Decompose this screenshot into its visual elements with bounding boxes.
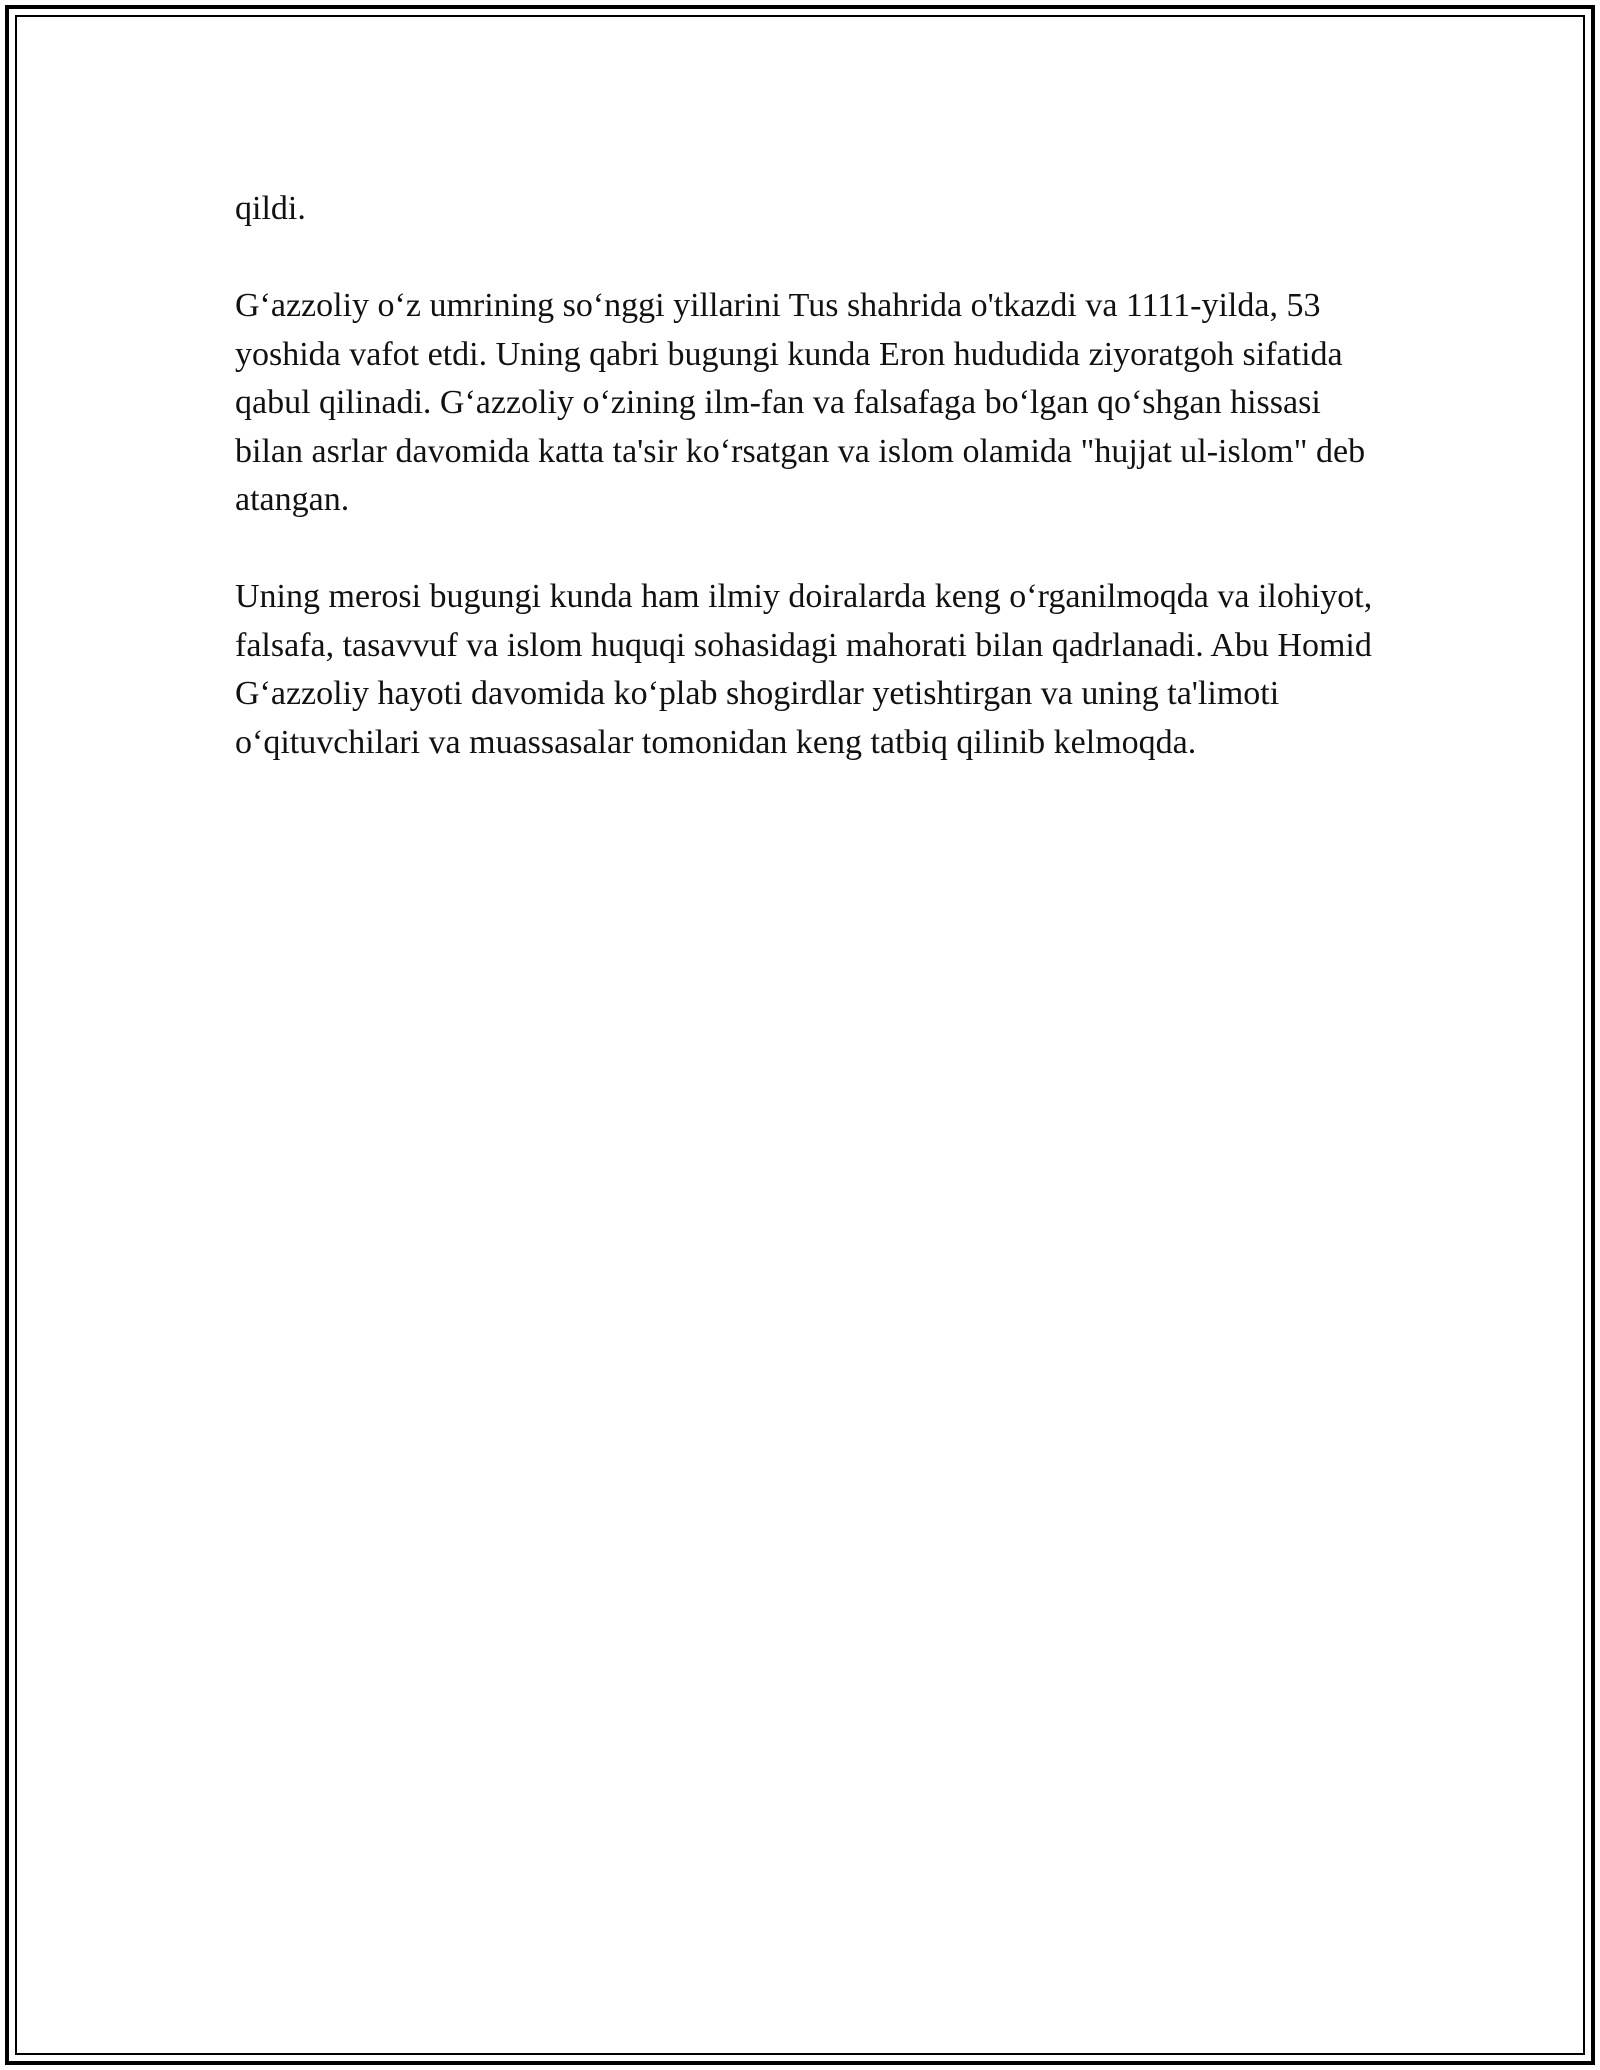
paragraph-legacy: Uning merosi bugungi kunda ham ilmiy doiralarda keng o‘rganilmoqda va ilohiyot, falsafa, tasavvuf va islom huquqi sohasidagi mahorati bilan qadrlanadi. Abu Homid G‘azzoliy hayoti davomida ko‘plab shogirdlar yetishtirgan va uning ta'limoti o‘qituvchilari va muassasalar tomonidan keng tatbiq qilinib kelmoqda. bbox=[235, 578, 1373, 761]
document-body bbox=[235, 185, 1385, 816]
paragraph-continuation: qildi. bbox=[235, 190, 306, 227]
paragraph-final-years: G‘azzoliy o‘z umrining so‘nggi yillarini Tus shahrida o'tkazdi va 1111-yilda, 53 yoshida vafot etdi. Uning qabri bugungi kunda Eron hududida ziyoratgoh sifatida qabul qilinadi. G‘azzoliy o‘zining ilm-fan va falsafaga bo‘lgan qo‘shgan hissasi bilan asrlar davomida katta ta'sir ko‘rsatgan va islom olamida "hujjat ul-islom" deb atangan. bbox=[235, 287, 1366, 518]
